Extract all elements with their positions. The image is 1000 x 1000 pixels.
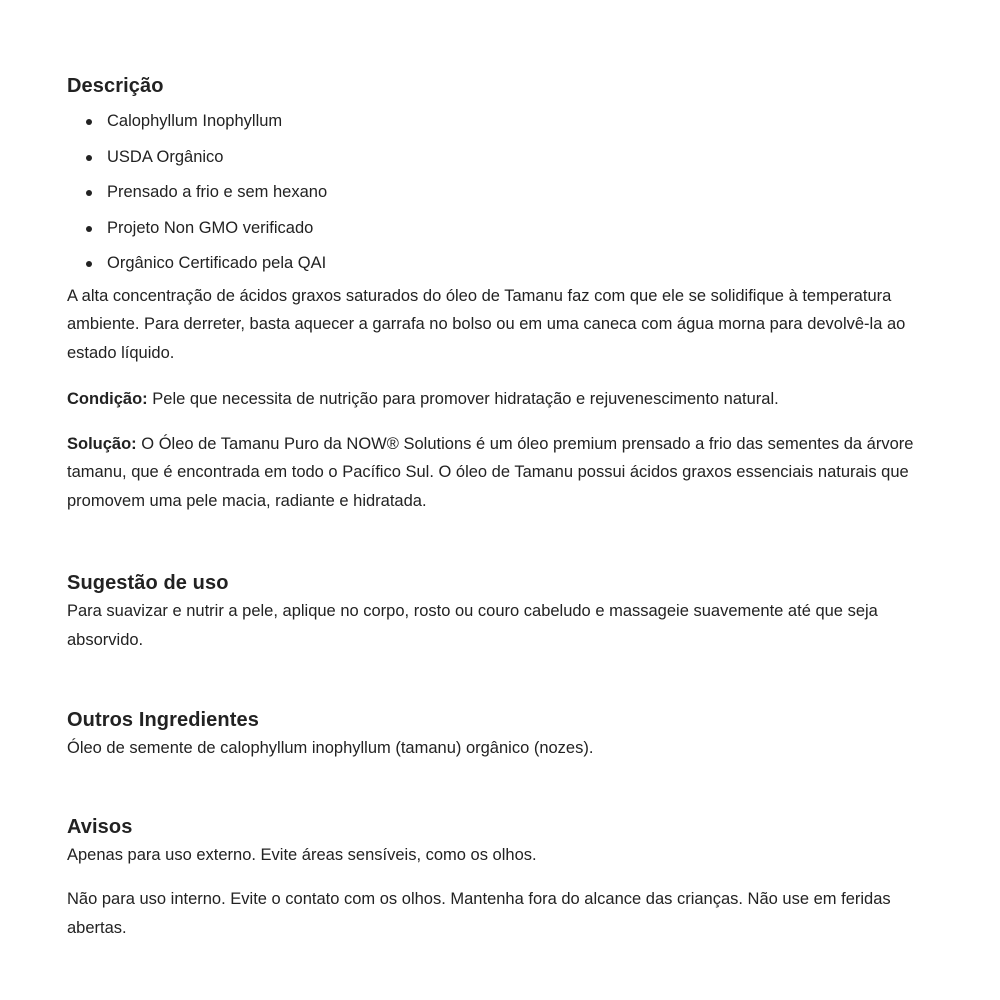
condition-label: Condição: <box>67 390 148 408</box>
section-sugestao-de-uso <box>67 569 947 654</box>
solution-paragraph <box>67 430 947 516</box>
condition-paragraph <box>67 385 947 414</box>
list-item: USDA Orgânico <box>107 140 947 176</box>
feature-list <box>67 104 947 282</box>
product-description <box>67 72 947 942</box>
warning-paragraph-2: Não para uso interno. Evite o contato com os olhos. Mantenha fora do alcance das crianças. Não use em feridas abertas. <box>67 890 891 937</box>
list-item: Orgânico Certificado pela QAI <box>107 246 947 282</box>
list-item: Calophyllum Inophyllum <box>107 104 947 140</box>
section-title-uso: Sugestão de uso <box>67 572 229 594</box>
solution-text: O Óleo de Tamanu Puro da NOW® Solutions é um óleo premium prensado a frio das sementes da árvore tamanu, que é encontrada em todo o Pacífico Sul. O óleo de Tamanu possui ácidos graxos essenciais naturais que promovem uma pele macia, radiante e hidratada. <box>67 434 914 510</box>
section-descricao <box>67 72 947 515</box>
section-title-outros: Outros Ingredientes <box>67 709 259 731</box>
solution-label: Solução: <box>67 434 137 453</box>
section-outros-ingredientes <box>67 706 947 763</box>
list-item: Prensado a frio e sem hexano <box>107 175 947 211</box>
description-paragraph: A alta concentração de ácidos graxos saturados do óleo de Tamanu faz com que ele se solidifique à temperatura ambiente. Para derreter, basta aquecer a garrafa no bolso ou em uma caneca com água morna para devolvê-la ao estado líquido. <box>67 286 906 362</box>
section-title-descricao: Descrição <box>67 75 164 97</box>
section-avisos <box>67 813 947 943</box>
list-item: Projeto Non GMO verificado <box>107 211 947 247</box>
warning-paragraph-1: Apenas para uso externo. Evite áreas sensíveis, como os olhos. <box>67 845 537 864</box>
usage-paragraph: Para suavizar e nutrir a pele, aplique no corpo, rosto ou couro cabeludo e massageie suavemente até que seja absorvido. <box>67 602 878 649</box>
condition-text: Pele que necessita de nutrição para promover hidratação e rejuvenescimento natural. <box>147 390 779 408</box>
ingredients-paragraph: Óleo de semente de calophyllum inophyllum (tamanu) orgânico (nozes). <box>67 739 594 757</box>
section-title-avisos: Avisos <box>67 815 133 838</box>
